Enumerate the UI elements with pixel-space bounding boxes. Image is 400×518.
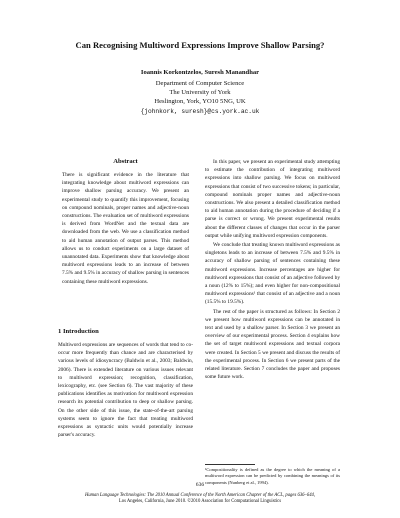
paper-authors: Ioannis Korkontzelos, Suresh Manandhar: [140, 69, 260, 76]
section-heading-introduction: 1 Introduction: [58, 328, 99, 335]
introduction-paragraph: Multiword expressions are sequences of words that tend to co-occur more frequently than chance and are characterised by various levels of idiosyncracy (Baldwin et al., 2003; Baldwin, 2006). There is extended literature on various issues relevant to multiword expression; recognition, classification, lexicography, etc. (see Section 6). The vast majority of these publications identifies as motivation for multiword expression research its potential contribution to deep or shallow parsing. On the other side of this issue, the state-of-the-art parsing systems seem to ignore the fact that treating multiword expressions as syntactic units would potentially increase parser's accuracy.: [58, 342, 193, 439]
affiliation-address: Heslington, York, YO10 5NG, UK: [154, 98, 246, 105]
affiliation-department: Department of Computer Science: [155, 80, 245, 87]
abstract-text: There is significant evidence in the literature that integrating knowledge about multiword expressions can improve shallow parsing accuracy. We present an experimental study to quantify this improvement, focusing on compound nominals, proper names and adjective-noun constructions. The evaluation set of multiword expressions is derived from WordNet and the textual data are downloaded from the web. We use a classification method to aid human annotation of output parses. This method allows us to conduct experiments on a large dataset of unannotated data. Experiments show that knowledge about multiword expressions leads to an increase of between 7.5% and 9.5% in accuracy of shallow parsing in sentences containing these multiword expressions.: [62, 172, 189, 285]
footnote-divider: [205, 464, 255, 465]
introduction-body: [58, 341, 193, 439]
right-paragraph-1: In this paper, we present an experimental study attempting to estimate the contribution of integrating multiword expressions into shallow parsing. We focus on multiword expressions that consist of two successive tokens; in particular, compound nominals proper names and adjective-noun constructions. We also present a detailed classification method to aid human annotation during the procedure of deciding if a parse is correct or wrong. We present experimental results about the different classes of changes that occur in the parser output while unifying multiword expression components.: [205, 159, 340, 239]
paper-title: Can Recognising Multiword Expressions Improve Shallow Parsing?: [75, 40, 325, 50]
abstract-body: [62, 171, 189, 286]
citation-line-1: Human Language Technologies: The 2010 Annual Conference of the North American Chapter of the ACL, pages 636–644,: [84, 493, 316, 498]
citation-line-2: Los Angeles, California, June 2010. ©2010 Association for Computational Linguistics: [118, 499, 282, 505]
abstract-heading: Abstract: [113, 158, 138, 165]
page-number: 636: [195, 482, 205, 488]
citation-footer: [0, 493, 400, 506]
right-column-body: [205, 158, 340, 382]
right-paragraph-3: The rest of the paper is structured as follows: In Section 2 we present how multiword expressions can be annotated in text and used by a shallow parser. In Section 3 we present an overview of our experimental process. Section 4 explains how the set of target multiword expressions and textual corpora were created. In Section 5 we present and discuss the results of the experimental process. In Section 6 we present parts of the related literature. Section 7 concludes the paper and proposes some future work.: [205, 308, 340, 381]
author-email: {johnkork, suresh}@cs.york.ac.uk: [140, 108, 260, 115]
footnote: ¹Compositionality is defined as the degree to which the meaning of a multiword expression can be predicted by combining the meanings of its components (Nunberg et al., 1994).: [205, 467, 340, 485]
affiliation-university: The University of York: [169, 89, 231, 96]
right-paragraph-2: We conclude that treating known multiword expressions as singletons leads to an increase of between 7.5% and 9.5% in accuracy of shallow parsing of sentences containing these multiword expressions. Increase percentages are higher for multiword expressions that consist of an adjective followed by a noun (12% to 15%); and even higher for non-compositional multiword expressions¹ that consist of an adjective and a noun (15.5% to 19.5%).: [205, 242, 340, 306]
